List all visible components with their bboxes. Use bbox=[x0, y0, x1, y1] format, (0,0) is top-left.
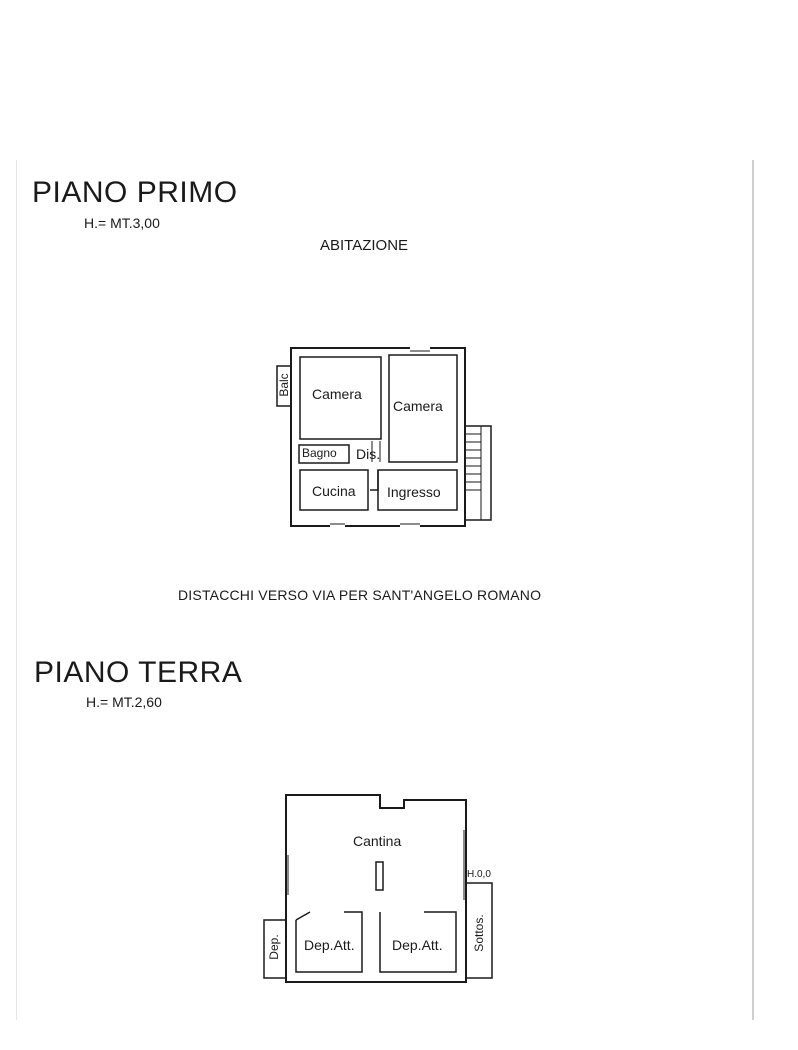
stair-outline bbox=[465, 426, 491, 520]
first-floor-use: ABITAZIONE bbox=[320, 237, 409, 254]
room-label-balcony: Balc bbox=[277, 373, 291, 397]
room-label-storage-2: Dep.Att. bbox=[392, 937, 443, 953]
room-label-kitchen: Cucina bbox=[312, 483, 356, 499]
first-floor-height: H.= MT.3,00 bbox=[84, 215, 160, 231]
room-label-bathroom: Bagno bbox=[302, 446, 337, 460]
first-floor-title: PIANO PRIMO bbox=[32, 176, 238, 209]
first-floor-plan bbox=[277, 348, 491, 526]
room-label-bedroom-2: Camera bbox=[393, 398, 443, 414]
room-label-underfloor: Sottos. bbox=[472, 914, 486, 952]
cellar-pillar bbox=[376, 862, 383, 890]
room-label-entrance: Ingresso bbox=[387, 484, 441, 500]
room-label-bedroom-1: Camera bbox=[312, 386, 362, 402]
underfloor-height-label: H.0,0 bbox=[467, 869, 491, 880]
ground-floor-title: PIANO TERRA bbox=[34, 656, 243, 689]
room-label-cellar: Cantina bbox=[353, 833, 402, 849]
setback-note: DISTACCHI VERSO VIA PER SANT'ANGELO ROMANO bbox=[178, 587, 542, 603]
room-label-storage-1: Dep.Att. bbox=[304, 937, 355, 953]
ground-floor-height: H.= MT.2,60 bbox=[86, 694, 162, 710]
ground-floor-plan bbox=[264, 795, 492, 982]
room-label-small-storage: Dep. bbox=[267, 934, 281, 960]
room-label-hallway: Dis. bbox=[356, 446, 381, 462]
